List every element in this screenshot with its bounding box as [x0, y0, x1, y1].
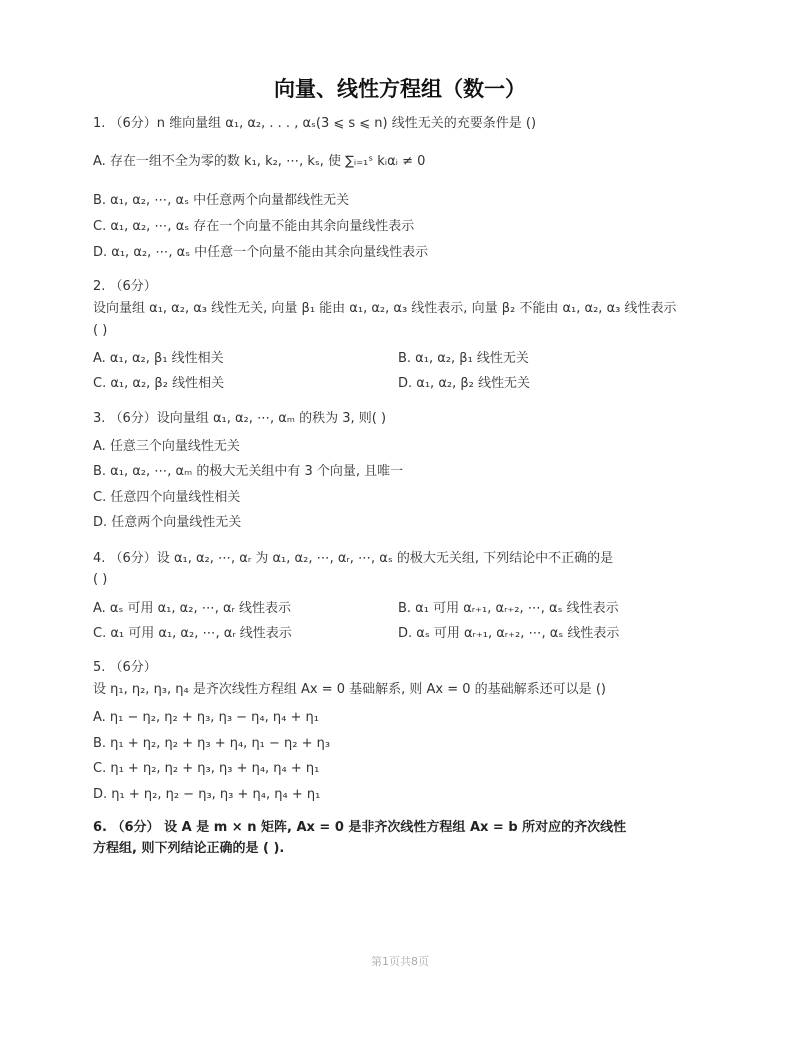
question-4-option-d: D. αₛ 可用 αᵣ₊₁, αᵣ₊₂, ⋯, αₛ 线性表示	[398, 626, 620, 641]
question-6-stem: 6. （6分） 设 A 是 m × n 矩阵, Ax = 0 是非齐次线性方程组 Ax = b 所对应的齐次线性	[93, 820, 627, 835]
question-4-option-a: A. αₛ 可用 α₁, α₂, ⋯, αᵣ 线性表示	[93, 601, 292, 616]
question-5-option-c: C. η₁ + η₂, η₂ + η₃, η₃ + η₄, η₄ + η₁	[93, 761, 320, 776]
question-2-option-d: D. α₁, α₂, β₂ 线性无关	[398, 376, 531, 391]
question-1-option-d: D. α₁, α₂, ⋯, αₛ 中任意一个向量不能由其余向量线性表示	[93, 245, 429, 260]
question-3-option-c: C. 任意四个向量线性相关	[93, 490, 241, 505]
question-5-option-a: A. η₁ − η₂, η₂ + η₃, η₃ − η₄, η₄ + η₁	[93, 710, 319, 725]
question-2-stem: 设向量组 α₁, α₂, α₃ 线性无关, 向量 β₁ 能由 α₁, α₂, α₃ 线性表示, 向量 β₂ 不能由 α₁, α₂, α₃ 线性表示	[93, 301, 677, 316]
page-footer: 第1页共8页	[371, 955, 429, 968]
question-5-stem: 设 η₁, η₂, η₃, η₄ 是齐次线性方程组 Ax = 0 基础解系, 则 Ax = 0 的基础解系还可以是 ()	[93, 682, 606, 697]
question-4-stem: 4. （6分）设 α₁, α₂, ⋯, αᵣ 为 α₁, α₂, ⋯, αᵣ, ⋯, αₛ 的极大无关组, 下列结论中不正确的是	[93, 551, 614, 566]
question-4-option-b: B. α₁ 可用 αᵣ₊₁, αᵣ₊₂, ⋯, αₛ 线性表示	[398, 601, 619, 616]
question-1-option-c: C. α₁, α₂, ⋯, αₛ 存在一个向量不能由其余向量线性表示	[93, 219, 415, 234]
question-1-option-a: A. 存在一组不全为零的数 k₁, k₂, ⋯, kₛ, 使 ∑ᵢ₌₁ˢ kᵢαᵢ ≠ 0	[93, 154, 426, 169]
question-3-option-b: B. α₁, α₂, ⋯, αₘ 的极大无关组中有 3 个向量, 且唯一	[93, 464, 404, 479]
question-2-option-a: A. α₁, α₂, β₁ 线性相关	[93, 351, 224, 366]
question-2-option-b: B. α₁, α₂, β₁ 线性无关	[398, 351, 529, 366]
question-1-stem: 1. （6分）n 维向量组 α₁, α₂, . . . , αₛ(3 ⩽ s ⩽ n) 线性无关的充要条件是 ()	[93, 116, 537, 131]
page-title: 向量、线性方程组（数一）	[274, 77, 526, 101]
question-2-answer-blank: ( )	[93, 323, 108, 338]
question-2-option-c: C. α₁, α₂, β₂ 线性相关	[93, 376, 225, 391]
question-5-option-d: D. η₁ + η₂, η₂ − η₃, η₃ + η₄, η₄ + η₁	[93, 787, 321, 802]
question-3-option-a: A. 任意三个向量线性无关	[93, 439, 240, 454]
question-3-stem: 3. （6分）设向量组 α₁, α₂, ⋯, αₘ 的秩为 3, 则( )	[93, 411, 387, 426]
question-1-option-b: B. α₁, α₂, ⋯, αₛ 中任意两个向量都线性无关	[93, 193, 350, 208]
question-4-answer-blank: ( )	[93, 572, 108, 587]
question-2-number: 2. （6分）	[93, 279, 157, 294]
question-5-option-b: B. η₁ + η₂, η₂ + η₃ + η₄, η₁ − η₂ + η₃	[93, 736, 331, 751]
question-4-option-c: C. α₁ 可用 α₁, α₂, ⋯, αᵣ 线性表示	[93, 626, 292, 641]
question-5-number: 5. （6分）	[93, 660, 157, 675]
question-6-stem-continued: 方程组, 则下列结论正确的是 ( ).	[93, 841, 285, 856]
question-3-option-d: D. 任意两个向量线性无关	[93, 515, 242, 530]
